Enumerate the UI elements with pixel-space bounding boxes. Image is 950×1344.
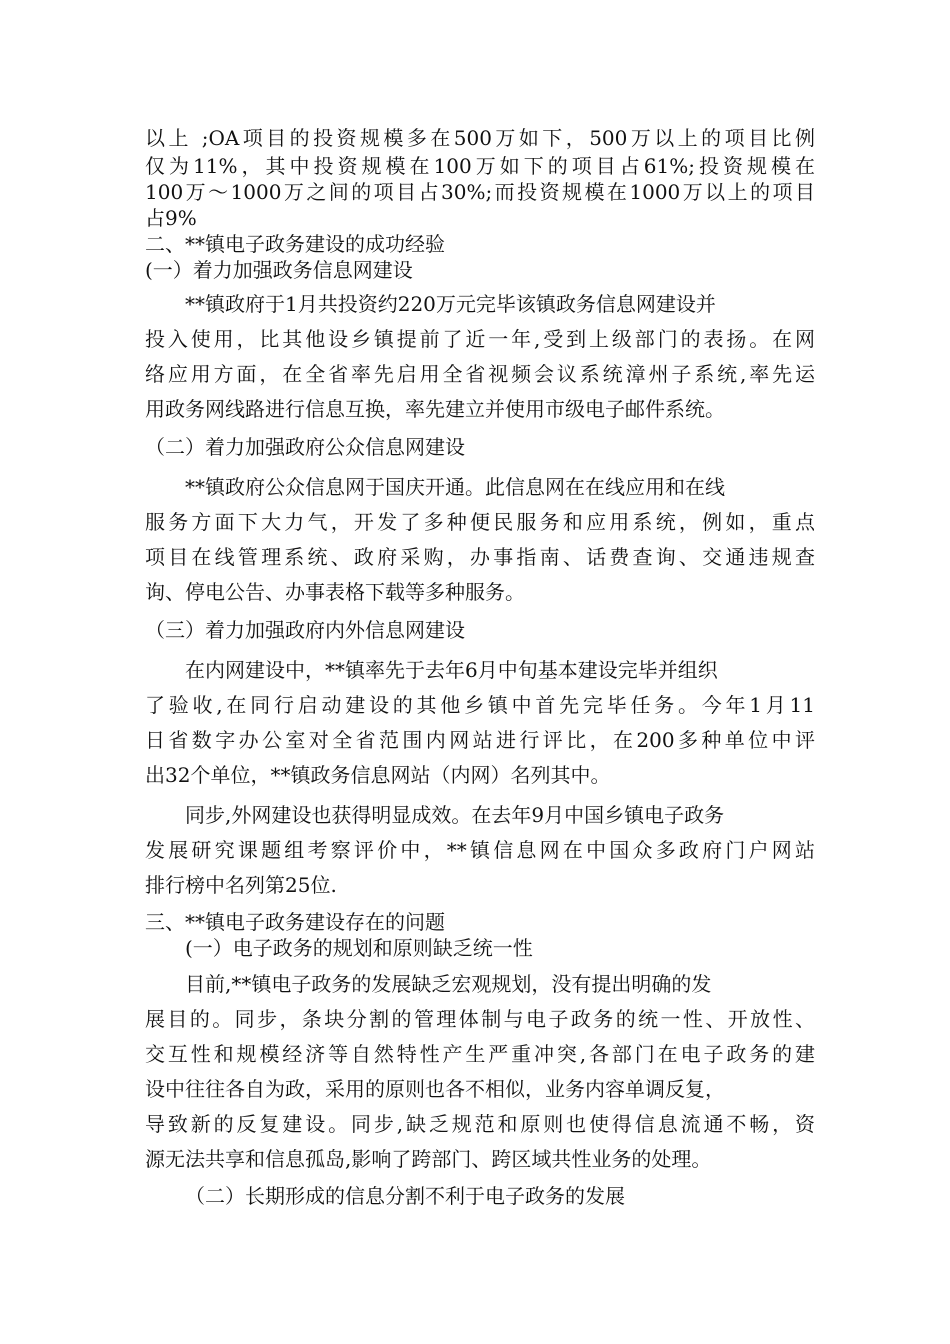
paragraph-3-line-3: 日省数字办公室对全省范围内网站进行评比，在200多种单位中评: [145, 728, 815, 752]
section-2-title: 二、**镇电子政务建设的成功经验: [145, 232, 445, 256]
intro-line-4: 占9%: [145, 206, 197, 230]
paragraph-2-line-4: 询、停电公告、办事表格下载等多种服务。: [145, 580, 525, 604]
paragraph-4-line-1: 同步,外网建设也获得明显成效。在去年9月中国乡镇电子政务: [185, 803, 725, 827]
paragraph-5-line-6: 源无法共享和信息孤岛,影响了跨部门、跨区域共性业务的处理。: [145, 1147, 712, 1171]
intro-line-3: 100万～1000万之间的项目占30%;而投资规模在1000万以上的项目: [145, 180, 815, 204]
paragraph-2-line-2: 服务方面下大力气，开发了多种便民服务和应用系统，例如，重点: [145, 510, 815, 534]
paragraph-5-line-5: 导致新的反复建设。同步,缺乏规范和原则也使得信息流通不畅，资: [145, 1112, 815, 1136]
paragraph-5-line-1: 目前,**镇电子政务的发展缺乏宏观规划，没有提出明确的发: [185, 972, 712, 996]
subsection-3-2-title: （二）长期形成的信息分割不利于电子政务的发展: [185, 1184, 625, 1208]
paragraph-5-line-3: 交互性和规模经济等自然特性产生严重冲突,各部门在电子政务的建: [145, 1042, 815, 1066]
paragraph-3-line-2: 了验收,在同行启动建设的其他乡镇中首先完毕任务。今年1月11: [145, 693, 815, 717]
paragraph-1-line-3: 络应用方面，在全省率先启用全省视频会议系统漳州子系统,率先运: [145, 362, 815, 386]
subsection-2-3-title: （三）着力加强政府内外信息网建设: [145, 618, 465, 642]
paragraph-3-line-1: 在内网建设中，**镇率先于去年6月中旬基本建设完毕并组织: [185, 658, 718, 682]
intro-line-2: 仅为11%，其中投资规模在100万如下的项目占61%;投资规模在: [145, 154, 815, 178]
paragraph-5-line-4: 设中往往各自为政，采用的原则也各不相似，业务内容单调反复，: [145, 1077, 725, 1101]
paragraph-4-line-3: 排行榜中名列第25位.: [145, 873, 337, 897]
paragraph-1-line-4: 用政务网线路进行信息互换，率先建立并使用市级电子邮件系统。: [145, 397, 725, 421]
paragraph-4-line-2: 发展研究课题组考察评价中，**镇信息网在中国众多政府门户网站: [145, 838, 815, 862]
intro-line-1: 以上 ;OA项目的投资规模多在500万如下，500万以上的项目比例: [145, 126, 815, 150]
paragraph-3-line-4: 出32个单位，**镇政务信息网站（内网）名列其中。: [145, 763, 611, 787]
subsection-2-2-title: （二）着力加强政府公众信息网建设: [145, 435, 465, 459]
paragraph-1-line-2: 投入使用，比其他设乡镇提前了近一年,受到上级部门的表扬。在网: [145, 327, 815, 351]
paragraph-2-line-3: 项目在线管理系统、政府采购，办事指南、话费查询、交通违规查: [145, 545, 815, 569]
subsection-2-1-title: (一）着力加强政务信息网建设: [145, 258, 413, 282]
paragraph-5-line-2: 展目的。同步，条块分割的管理体制与电子政务的统一性、开放性、: [145, 1007, 815, 1031]
paragraph-1-line-1: **镇政府于1月共投资约220万元完毕该镇政务信息网建设并: [185, 292, 716, 316]
paragraph-2-line-1: **镇政府公众信息网于国庆开通。此信息网在在线应用和在线: [185, 475, 725, 499]
section-3-title: 三、**镇电子政务建设存在的问题: [145, 910, 445, 934]
subsection-3-1-title: (一）电子政务的规划和原则缺乏统一性: [185, 936, 533, 960]
